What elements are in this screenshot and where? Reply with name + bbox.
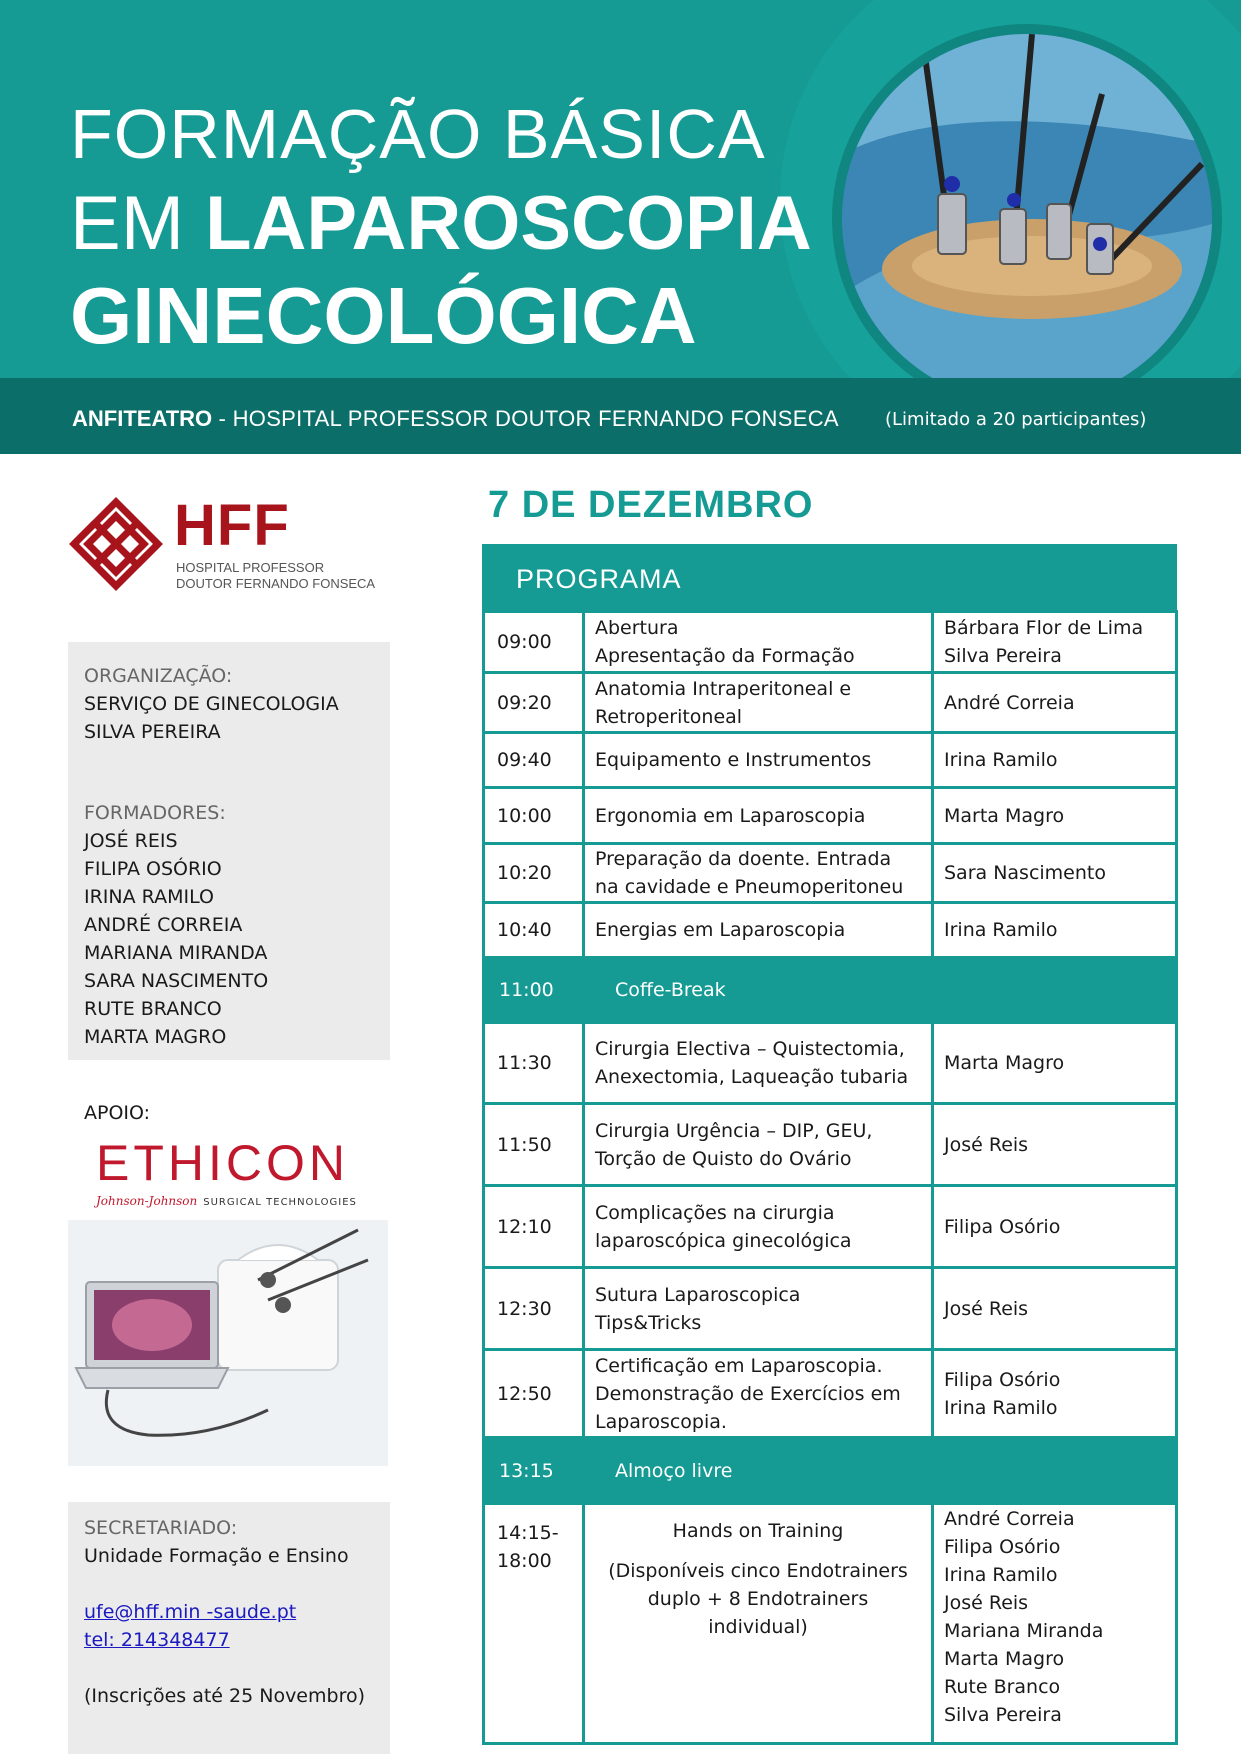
jj-logo-script: Johnson-Johnson [96,1194,198,1208]
row-time: 12:30 [484,1268,584,1350]
row-speaker: Filipa Osório [933,1186,1177,1268]
table-row [484,1023,1177,1104]
trainers-section [84,799,268,1051]
secretariat-section [84,1514,365,1710]
organization-line: SERVIÇO DE GINECOLOGIA [84,693,339,715]
organization-label: ORGANIZAÇÃO: [84,665,233,687]
header-banner [0,0,1241,378]
secretariat-unit: Unidade Formação e Ensino [84,1545,349,1567]
break-row [484,958,1177,1023]
table-row [484,1504,1177,1744]
row-activity: Energias em Laparoscopia [584,903,933,958]
break-label: Almoço livre [584,1438,1177,1504]
table-row [484,612,1177,673]
row-time: 09:00 [484,612,584,673]
location-venue: ANFITEATRO [72,406,213,431]
row-speaker: Filipa Osório Irina Ramilo [933,1350,1177,1438]
title-line-3: GINECOLÓGICA [70,271,697,360]
row-time: 11:30 [484,1023,584,1104]
row-time: 12:10 [484,1186,584,1268]
row-speaker: Marta Magro [933,788,1177,844]
break-row [484,1438,1177,1504]
row-speaker: Marta Magro [933,1023,1177,1104]
jj-logo-sub: SURGICAL TECHNOLOGIES [203,1197,357,1208]
title-laparoscopia: LAPAROSCOPIA [205,181,812,266]
row-time: 11:50 [484,1104,584,1186]
trainer-name: RUTE BRANCO [84,998,222,1020]
row-activity: Equipamento e Instrumentos [584,733,933,788]
row-activity: Cirurgia Electiva – Quistectomia, Anexectomia, Laqueação tubaria [584,1023,933,1104]
event-date: 7 DE DEZEMBRO [488,484,814,526]
participant-limit: (Limitado a 20 participantes) [885,409,1147,430]
table-row [484,673,1177,733]
registration-deadline: (Inscrições até 25 Novembro) [84,1685,366,1707]
table-row [484,903,1177,958]
trainer-name: JOSÉ REIS [84,830,178,852]
program-header [482,544,1177,610]
hff-logo-name [176,560,375,592]
table-row [484,1268,1177,1350]
table-row [484,733,1177,788]
row-time: 09:20 [484,673,584,733]
support-label: APOIO: [84,1102,151,1124]
table-row [484,844,1177,903]
row-speaker: André Correia [933,673,1177,733]
break-time: 13:15 [484,1438,584,1504]
row-speaker: Irina Ramilo [933,733,1177,788]
trainer-name: MARIANA MIRANDA [84,942,268,964]
break-label: Coffe-Break [584,958,1177,1023]
secretariat-box [68,1502,390,1754]
program-table [482,610,1178,1745]
row-time: 09:40 [484,733,584,788]
title-line-2 [70,180,812,267]
table-row [484,1350,1177,1438]
table-row [484,788,1177,844]
row-time: 14:15- 18:00 [484,1504,584,1744]
hff-logo-line2: DOUTOR FERNANDO FONSECA [176,576,376,591]
row-activity: Hands on Training (Disponíveis cinco Endotrainers duplo + 8 Endotrainers individual) [584,1504,933,1744]
trainer-name: MARTA MAGRO [84,1026,227,1048]
email-link[interactable]: ufe@hff.min -saude.pt [84,1601,297,1623]
row-activity: Preparação da doente. Entrada na cavidade e Pneumoperitoneu [584,844,933,903]
organization-box [68,642,390,1060]
hff-logo-mark-icon [68,496,164,592]
row-time: 10:20 [484,844,584,903]
title-em: EM [70,181,184,266]
trainer-name: ANDRÉ CORREIA [84,914,243,936]
program-title: PROGRAMA [516,564,682,594]
organization-section [84,662,339,746]
row-time: 12:50 [484,1350,584,1438]
row-activity: Ergonomia em Laparoscopia [584,788,933,844]
row-speaker: Irina Ramilo [933,903,1177,958]
trainer-name: SARA NASCIMENTO [84,970,269,992]
location-bar [0,378,1241,454]
trainer-name: FILIPA OSÓRIO [84,858,222,880]
trainer-name: IRINA RAMILO [84,886,214,908]
phone-link[interactable]: tel: 214348477 [84,1629,230,1651]
location-hospital: - HOSPITAL PROFESSOR DOUTOR FERNANDO FONSECA [212,406,839,431]
row-activity: Cirurgia Urgência – DIP, GEU, Torção de Quisto do Ovário [584,1104,933,1186]
row-speaker: José Reis [933,1104,1177,1186]
row-activity: Sutura Laparoscopica Tips&Tricks [584,1268,933,1350]
organization-line: SILVA PEREIRA [84,721,221,743]
row-time: 10:00 [484,788,584,844]
row-activity: Certificação em Laparoscopia. Demonstração de Exercícios em Laparoscopia. [584,1350,933,1438]
row-activity: Complicações na cirurgia laparoscópica ginecológica [584,1186,933,1268]
trainers-label: FORMADORES: [84,802,226,824]
row-time: 10:40 [484,903,584,958]
location-text [72,406,839,432]
row-speaker: José Reis [933,1268,1177,1350]
jj-logo [96,1194,357,1208]
hff-logo-abbr: HFF [174,493,290,558]
table-row [484,1186,1177,1268]
hff-logo [68,493,388,596]
row-speaker: André Correia Filipa Osório Irina Ramilo José Reis Mariana Miranda Marta Magro Rute Branco Silva Pereira [933,1504,1177,1744]
hff-logo-line1: HOSPITAL PROFESSOR [176,560,325,575]
table-row [484,1104,1177,1186]
break-time: 11:00 [484,958,584,1023]
row-activity: Anatomia Intraperitoneal e Retroperitoneal [584,673,933,733]
title-line-1: FORMAÇÃO BÁSICA [70,95,766,173]
ethicon-logo: ETHICON [96,1135,349,1191]
row-activity: Abertura Apresentação da Formação [584,612,933,673]
endotrainer-photo [68,1220,388,1466]
secretariat-label: SECRETARIADO: [84,1517,238,1539]
row-speaker: Sara Nascimento [933,844,1177,903]
row-speaker: Bárbara Flor de Lima Silva Pereira [933,612,1177,673]
